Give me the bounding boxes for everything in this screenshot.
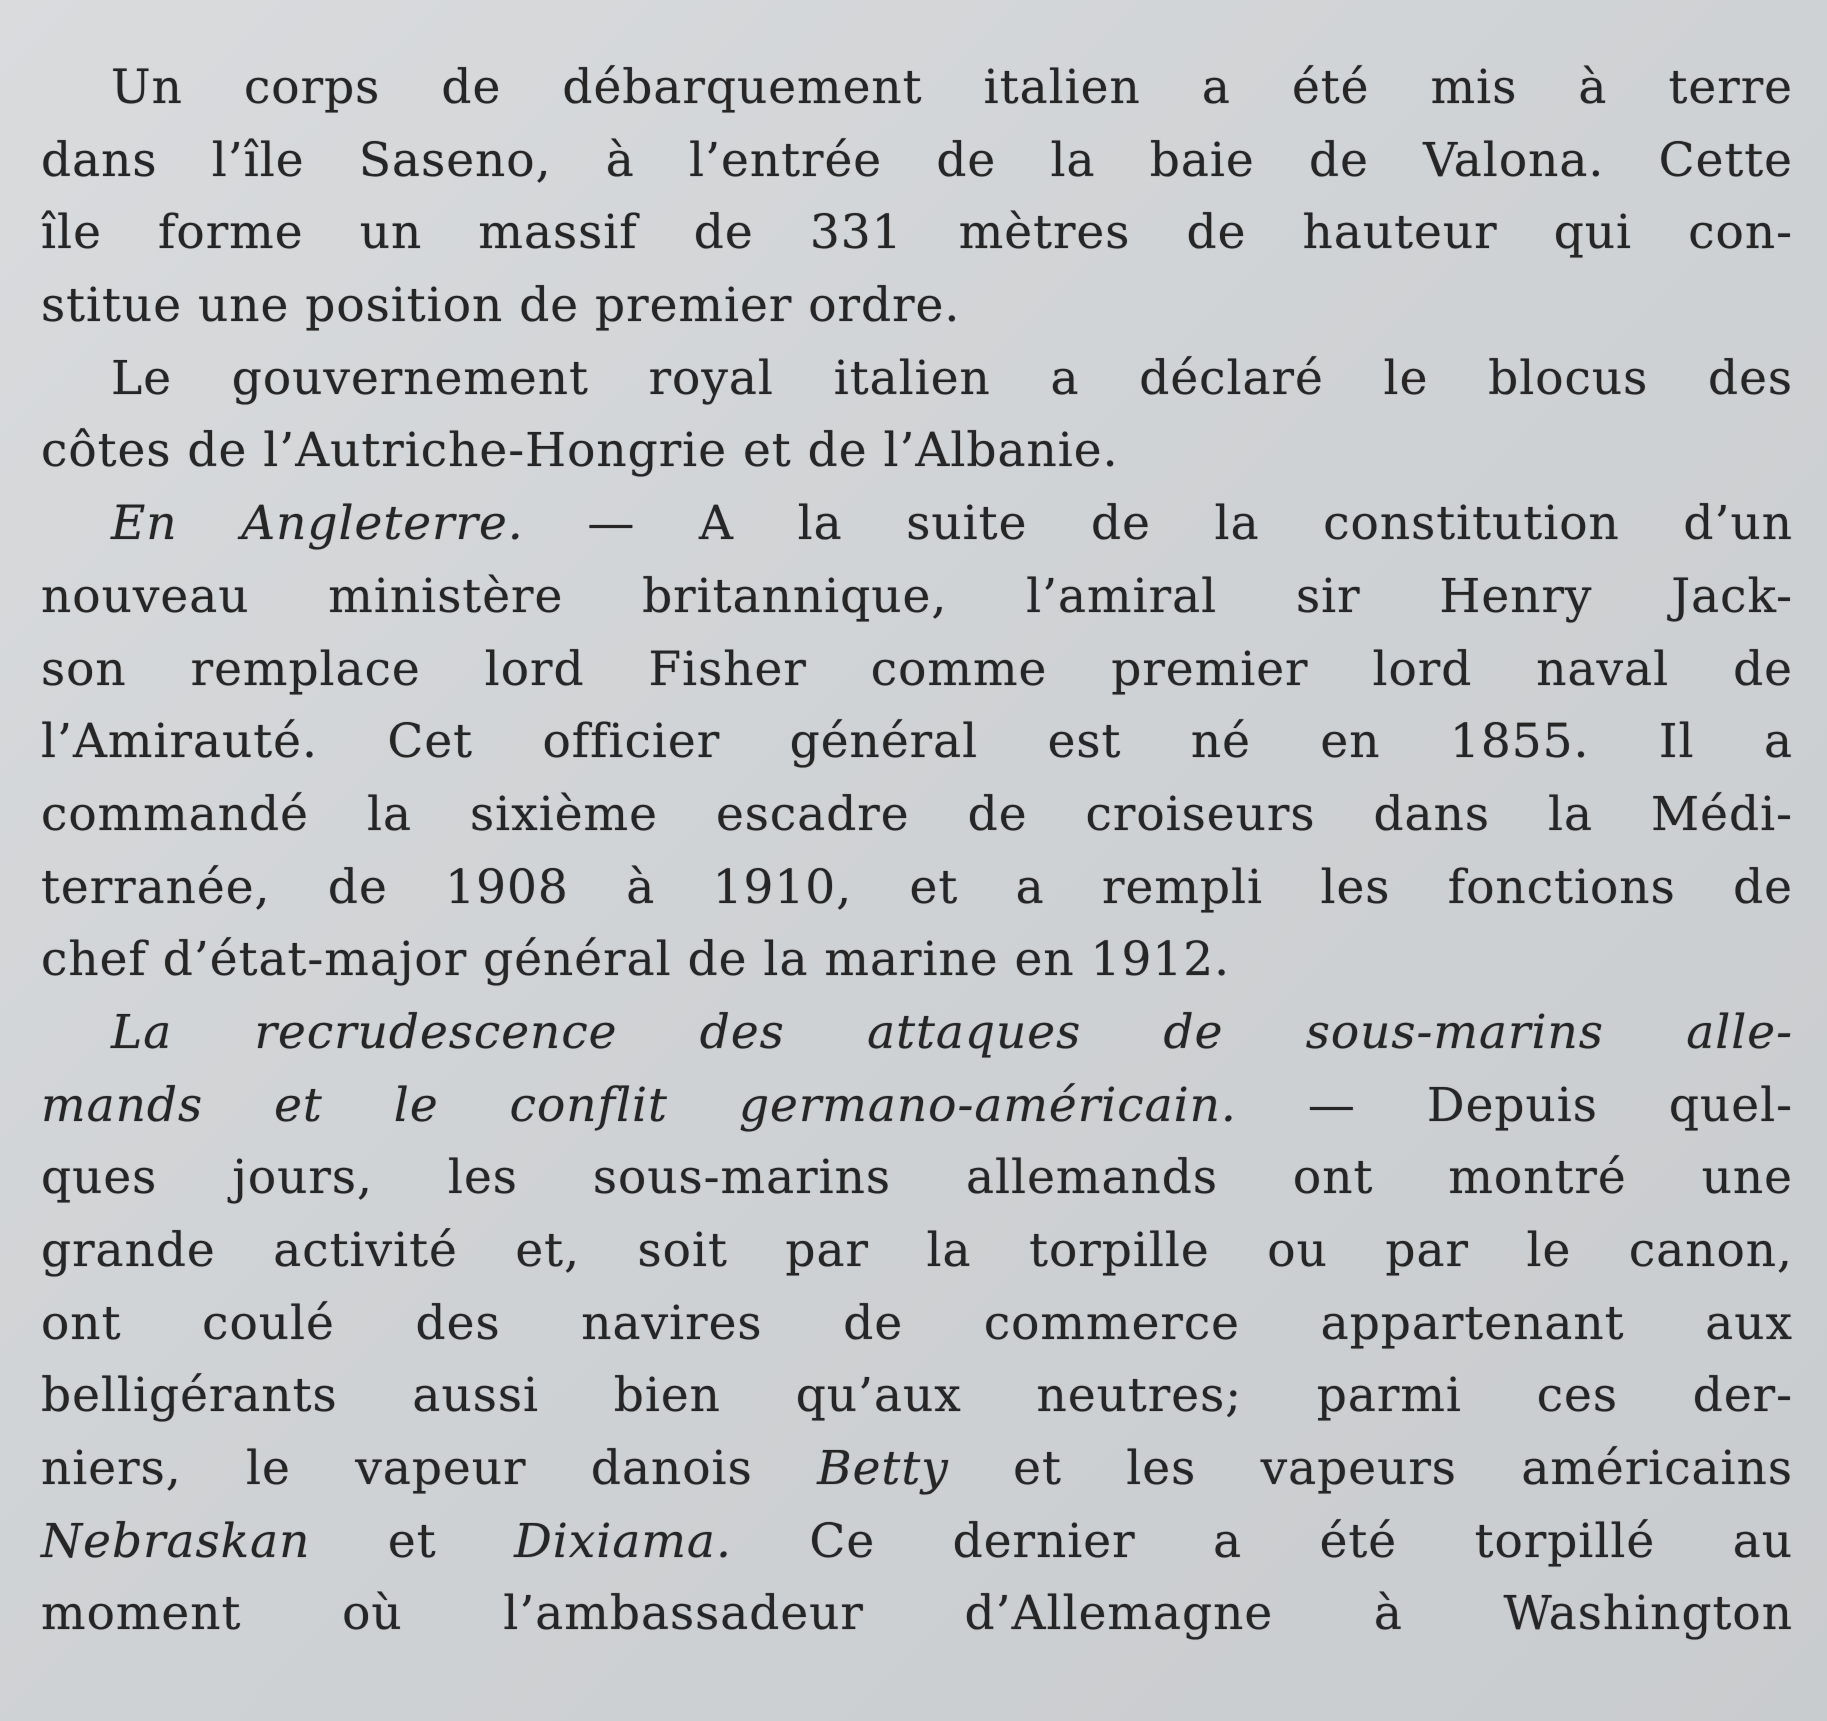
body-text: l’Amirauté. Cet officier général est né en 1855. Il a [41, 714, 1793, 770]
text-line [41, 488, 1793, 561]
italic-text: mands et le conflit germano-américain. [41, 1077, 1237, 1133]
body-text: son remplace lord Fisher comme premier lord naval de [41, 641, 1793, 697]
text-line [41, 52, 1793, 125]
body-text: terranée, de 1908 à 1910, et a rempli les fonctions de [41, 859, 1793, 915]
body-text: et les vapeurs américains [948, 1441, 1793, 1497]
body-text: île forme un massif de 331 mètres de hauteur qui con- [41, 205, 1793, 261]
body-text: ques jours, les sous-marins allemands ont montré une [41, 1150, 1793, 1206]
document-page [41, 52, 1793, 1651]
body-text: et [310, 1513, 515, 1569]
text-line [41, 125, 1793, 198]
italic-text: Nebraskan [41, 1513, 311, 1569]
body-text: nouveau ministère britannique, l’amiral sir Henry Jack- [41, 568, 1793, 624]
body-text: niers, le vapeur danois [41, 1441, 818, 1497]
text-line [41, 779, 1793, 852]
italic-text: La recrudescence des attaques de sous-marins alle- [111, 1004, 1793, 1060]
text-line [41, 1215, 1793, 1288]
text-line [41, 1578, 1793, 1651]
text-line [41, 924, 1793, 997]
text-line [41, 634, 1793, 707]
text-line [41, 1506, 1793, 1579]
text-line [41, 1433, 1793, 1506]
body-text: Le gouvernement royal italien a déclaré le blocus des [111, 350, 1793, 406]
body-text: côtes de l’Autriche-Hongrie et de l’Albanie. [41, 423, 1119, 479]
italic-text: En Angleterre. [111, 496, 524, 552]
text-line [41, 997, 1793, 1070]
text-line [41, 197, 1793, 270]
body-text: commandé la sixième escadre de croiseurs dans la Médi- [41, 786, 1793, 842]
text-line [41, 1070, 1793, 1143]
body-text: belligérants aussi bien qu’aux neutres; parmi ces der- [41, 1368, 1793, 1424]
italic-text: Betty [817, 1441, 949, 1497]
body-text: moment où l’ambassadeur d’Allemagne à Washington [41, 1586, 1793, 1642]
text-line [41, 852, 1793, 925]
body-text: grande activité et, soit par la torpille ou par le canon, [41, 1223, 1793, 1278]
body-text: chef d’état-major général de la marine en 1912. [41, 932, 1231, 988]
body-text: stitue une position de premier ordre. [41, 278, 961, 334]
text-line [41, 415, 1793, 488]
italic-text: Dixiama. [514, 1513, 732, 1569]
text-line [41, 1360, 1793, 1433]
body-text: Ce dernier a été torpillé au [731, 1513, 1793, 1569]
body-text: Un corps de débarquement italien a été mis à terre [111, 60, 1793, 115]
text-line [41, 343, 1793, 416]
text-line [41, 561, 1793, 634]
text-line [41, 1288, 1793, 1361]
body-text: — Depuis quel- [1236, 1077, 1793, 1133]
text-line [41, 706, 1793, 779]
body-text: — A la suite de la constitution d’un [523, 496, 1793, 552]
body-text: dans l’île Saseno, à l’entrée de la baie de Valona. Cette [41, 132, 1793, 188]
text-line [41, 270, 1793, 343]
body-text: ont coulé des navires de commerce appartenant aux [41, 1295, 1793, 1351]
text-line [41, 1142, 1793, 1215]
